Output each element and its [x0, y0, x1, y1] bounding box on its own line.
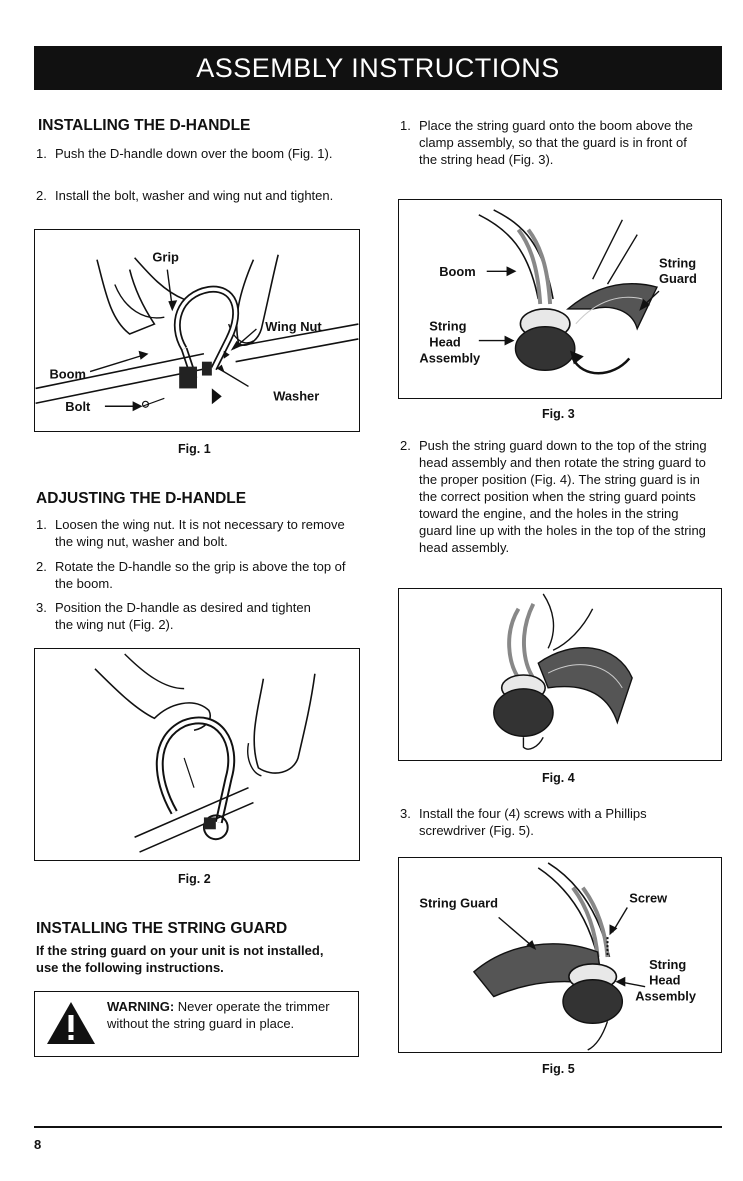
- fig3-label-boom: Boom: [439, 264, 476, 280]
- fig1-label-bolt: Bolt: [65, 399, 91, 415]
- footer-divider: [34, 1126, 722, 1128]
- figure-4-caption: Fig. 4: [542, 771, 575, 785]
- dhandle-adjust-illustration: [35, 649, 359, 860]
- warning-label: WARNING:: [107, 999, 175, 1014]
- list-item: 3. Install the four (4) screws with a Phillips screwdriver (Fig. 5).: [400, 806, 647, 838]
- figure-1-caption: Fig. 1: [178, 442, 211, 456]
- fig3-label-string-guard-line2: Guard: [659, 271, 697, 287]
- figure-3-string-guard-place: [398, 199, 722, 399]
- fig3-label-head-line1: String: [429, 318, 467, 334]
- fig5-label-string-guard: String Guard: [419, 895, 499, 911]
- fig5-label-screw: Screw: [629, 890, 668, 906]
- list-item: 3. Position the D-handle as desired and tighten the wing nut (Fig. 2).: [36, 600, 311, 632]
- page-title: ASSEMBLY INSTRUCTIONS: [196, 52, 560, 83]
- list-item: 1. Loosen the wing nut. It is not necessary to remove the wing nut, washer and bolt.: [36, 517, 345, 549]
- string-guard-screws-illustration: [399, 858, 721, 1052]
- figure-5-string-guard-screws: [398, 857, 722, 1053]
- figure-1-dhandle-install: [34, 229, 360, 432]
- fig3-label-string-guard-line1: String: [659, 255, 697, 271]
- section-heading-install-dhandle: INSTALLING THE D-HANDLE: [38, 117, 251, 134]
- figure-4-string-guard-rotate: [398, 588, 722, 761]
- section-heading-adjust-dhandle: ADJUSTING THE D-HANDLE: [36, 490, 247, 507]
- list-item: 1. Place the string guard onto the boom above the clamp assembly, so that the guard is in front of the string head (Fig. 3).: [400, 118, 693, 167]
- list-item: 1. Push the D-handle down over the boom (Fig. 1).: [36, 146, 333, 161]
- string-guard-rotate-illustration: [399, 589, 721, 760]
- fig5-label-head-line2: Head: [649, 972, 681, 988]
- string-guard-intro: If the string guard on your unit is not installed, use the following instructions.: [36, 943, 324, 975]
- string-guard-place-illustration: [399, 200, 721, 398]
- figure-2-caption: Fig. 2: [178, 872, 211, 886]
- warning-box: [34, 991, 359, 1057]
- page-number: 8: [34, 1137, 42, 1152]
- warning-triangle-icon: [45, 1000, 97, 1046]
- fig5-label-head-line1: String: [649, 956, 687, 972]
- figure-5-caption: Fig. 5: [542, 1062, 575, 1076]
- section-heading-install-string-guard: INSTALLING THE STRING GUARD: [36, 920, 288, 937]
- fig1-label-boom: Boom: [49, 366, 86, 382]
- page-title-banner: [34, 46, 722, 90]
- fig1-label-grip: Grip: [152, 249, 179, 265]
- dhandle-illustration: [35, 230, 359, 431]
- fig1-label-washer: Washer: [273, 388, 320, 404]
- warning-text: [107, 998, 352, 1032]
- fig3-label-head-line2: Head: [429, 334, 461, 350]
- figure-2-dhandle-adjust: [34, 648, 360, 861]
- list-item: 2. Rotate the D-handle so the grip is above the top of the boom.: [36, 559, 346, 591]
- fig1-label-wing-nut: Wing Nut: [265, 318, 322, 334]
- list-item: 2. Install the bolt, washer and wing nut and tighten.: [36, 188, 334, 203]
- fig5-label-head-line3: Assembly: [635, 988, 696, 1004]
- list-item: 2. Push the string guard down to the top of the string head assembly and then rotate the string guard to the proper position (Fig. 4). The string guard is in the correct position when the string guard points toward the engine, and the holes in the string guard line up with the holes in the top of the string head assembly.: [400, 438, 707, 555]
- warning-message: Never operate the trimmer without the string guard in place.: [107, 999, 330, 1031]
- figure-3-caption: Fig. 3: [542, 407, 575, 421]
- fig3-label-head-line3: Assembly: [419, 350, 481, 366]
